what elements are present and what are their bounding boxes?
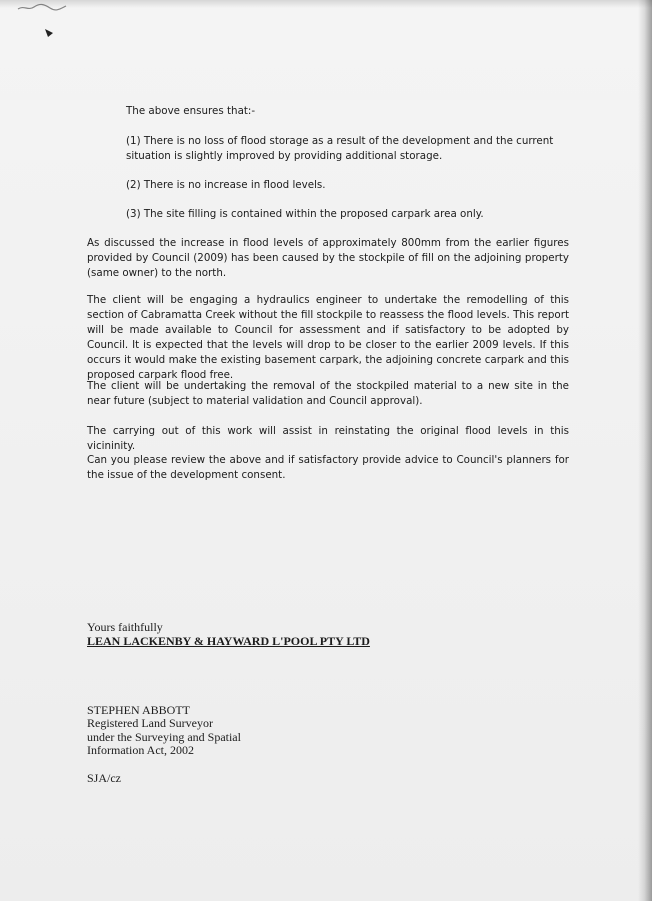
scan-shadow-right <box>638 0 652 901</box>
closing-salutation: Yours faithfully <box>87 620 163 634</box>
reference-initials: SJA/cz <box>87 771 121 785</box>
list-item: (3) The site filling is contained within the proposed carpark area only. <box>126 208 484 220</box>
body-paragraph: Can you please review the above and if satisfactory provide advice to Council's planners for the issue of the development consent. <box>87 454 569 481</box>
body-paragraph: The carrying out of this work will assist in reinstating the original flood levels in this vicininity. <box>87 425 569 452</box>
scan-scribble-mark <box>16 0 76 16</box>
list-item: (2) There is no increase in flood levels. <box>126 179 326 191</box>
body-paragraph: The client will be undertaking the removal of the stockpiled material to a new site in the near future (subject to material validation and Council approval). <box>87 380 569 407</box>
signatory-name: STEPHEN ABBOTT <box>87 703 191 717</box>
body-paragraph: The client will be engaging a hydraulics engineer to undertake the remodelling of this section of Cabramatta Creek without the fill stockpile to reassess the flood levels. This report will be made available to Council for assessment and if satisfactory to be adopted by Council. It is expected that the levels will drop to be closer to the earlier 2009 levels. If this occurs it would make the existing basement carpark, the adjoining concrete carpark and this proposed carpark flood free. <box>87 294 569 381</box>
signatory-title-line: Information Act, 2002 <box>87 743 194 757</box>
scan-artifact-mark <box>42 26 56 40</box>
signatory-title-line: under the Surveying and Spatial <box>87 730 241 744</box>
scan-shadow-top <box>0 0 652 8</box>
company-name: LEAN LACKENBY & HAYWARD L'POOL PTY LTD <box>87 634 370 648</box>
list-item: (1) There is no loss of flood storage as a result of the development and the current situation is slightly improved by providing additional storage. <box>126 135 554 162</box>
signatory-title-line: Registered Land Surveyor <box>87 716 213 730</box>
intro-line: The above ensures that:- <box>126 105 256 117</box>
body-paragraph: As discussed the increase in flood levels of approximately 800mm from the earlier figures provided by Council (2009) has been caused by the stockpile of fill on the adjoining property (same owner) to the north. <box>87 237 569 279</box>
